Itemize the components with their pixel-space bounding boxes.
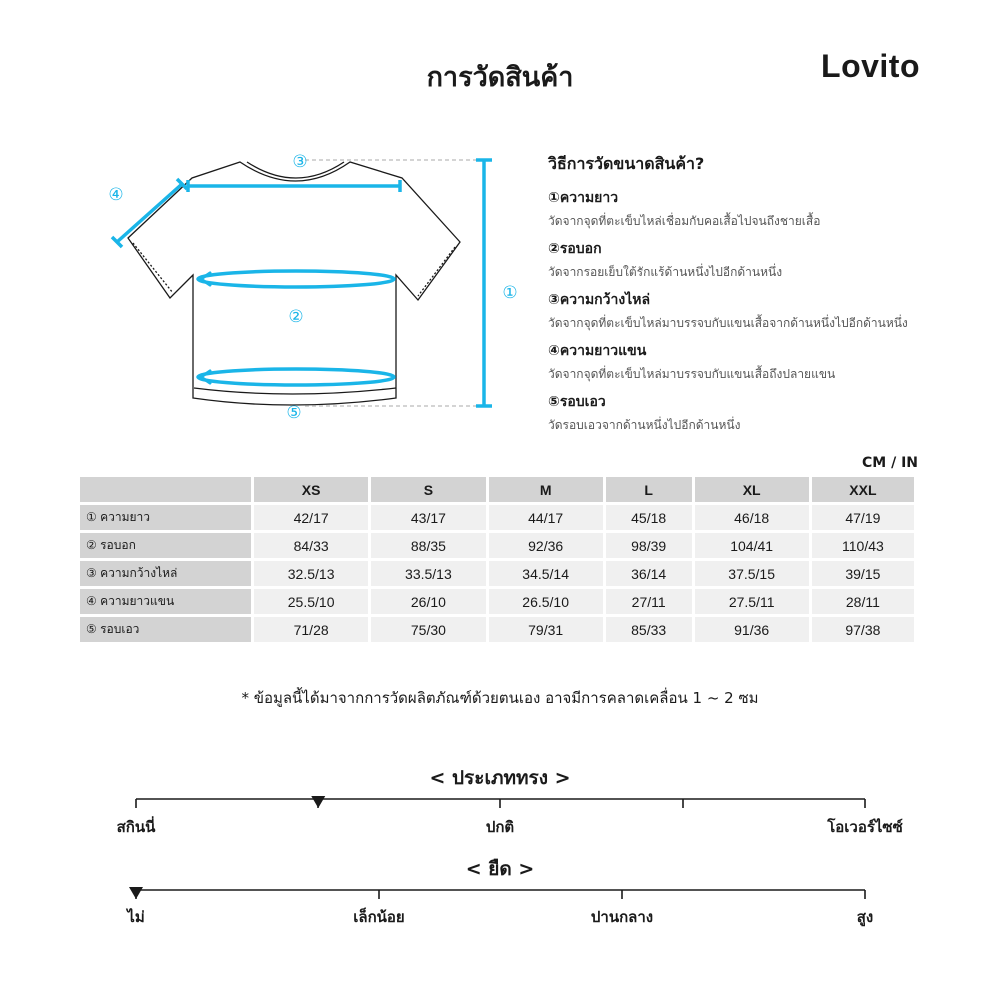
- table-cell: 97/38: [812, 617, 914, 642]
- fit-scale-marker: [311, 796, 325, 808]
- stretch-label-none: ไม่: [127, 908, 145, 926]
- fit-label-oversize: โอเวอร์ไซซ์: [827, 818, 903, 836]
- table-cell: 75/30: [371, 617, 485, 642]
- table-cell: 33.5/13: [371, 561, 485, 586]
- table-header-row: [80, 477, 914, 502]
- table-cell: 39/15: [812, 561, 914, 586]
- fit-scale-title: < ประเภททรง >: [429, 767, 571, 789]
- diagram-label-1: ①: [502, 283, 518, 303]
- table-row: [80, 505, 914, 530]
- fit-label-skinny: สกินนี่: [116, 818, 156, 836]
- diagram-label-4: ④: [108, 185, 124, 205]
- table-row: [80, 617, 914, 642]
- guide-item-desc: วัดจากจุดที่ตะเข็บไหล่มาบรรจบกับแขนเสื้อถึงปลายแขน: [548, 367, 836, 381]
- table-cell: 46/18: [695, 505, 809, 530]
- size-header: S: [371, 477, 485, 502]
- size-header: L: [606, 477, 692, 502]
- diagram-label-3: ③: [292, 152, 308, 172]
- table-row: [80, 561, 914, 586]
- table-cell: 28/11: [812, 589, 914, 614]
- guide-item-desc: วัดรอบเอวจากด้านหนึ่งไปอีกด้านหนึ่ง: [548, 418, 741, 432]
- stretch-scale-title: < ยืด >: [465, 858, 535, 880]
- row-label: ② รอบอก: [80, 533, 251, 558]
- shirt-measurement-diagram: [100, 150, 520, 430]
- size-chart-table: [77, 474, 917, 645]
- table-cell: 110/43: [812, 533, 914, 558]
- guide-title: วิธีการวัดขนาดสินค้า?: [548, 154, 705, 173]
- guide-item-title: ③ความกว้างไหล่: [548, 292, 651, 308]
- table-cell: 84/33: [254, 533, 368, 558]
- measuring-guide: [548, 152, 968, 442]
- guide-item-desc: วัดจากจุดที่ตะเข็บไหล่มาบรรจบกับแขนเสื้อจากด้านหนึ่งไปอีกด้านหนึ่ง: [548, 316, 908, 330]
- row-label: ⑤ รอบเอว: [80, 617, 251, 642]
- guide-item-desc: วัดจากรอยเย็บใต้รักแร้ด้านหนึ่งไปอีกด้านหนึ่ง: [548, 265, 783, 279]
- table-cell: 44/17: [489, 505, 603, 530]
- shirt-hem-line: [194, 388, 396, 394]
- table-row: [80, 533, 914, 558]
- row-label: ① ความยาว: [80, 505, 251, 530]
- chest-measure-ellipse: [198, 271, 394, 287]
- size-header: XS: [254, 477, 368, 502]
- stretch-scale-marker: [129, 887, 143, 899]
- page-title: การวัดสินค้า: [426, 62, 574, 93]
- right-cuff: [418, 247, 455, 296]
- table-row: [80, 589, 914, 614]
- table-cell: 104/41: [695, 533, 809, 558]
- table-cell: 47/19: [812, 505, 914, 530]
- table-cell: 71/28: [254, 617, 368, 642]
- table-cell: 43/17: [371, 505, 485, 530]
- table-corner-cell: [80, 477, 251, 502]
- table-cell: 26/10: [371, 589, 485, 614]
- table-cell: 92/36: [489, 533, 603, 558]
- guide-item-title: ⑤รอบเอว: [548, 394, 606, 410]
- size-header: XL: [695, 477, 809, 502]
- table-cell: 25.5/10: [254, 589, 368, 614]
- row-label: ③ ความกว้างไหล่: [80, 561, 251, 586]
- guide-item-title: ④ความยาวแขน: [548, 343, 647, 359]
- row-label: ④ ความยาวแขน: [80, 589, 251, 614]
- table-cell: 37.5/15: [695, 561, 809, 586]
- left-cuff: [133, 243, 173, 293]
- unit-label: CM / IN: [862, 455, 918, 471]
- table-cell: 79/31: [489, 617, 603, 642]
- table-cell: 45/18: [606, 505, 692, 530]
- table-cell: 36/14: [606, 561, 692, 586]
- stretch-label-high: สูง: [856, 908, 874, 926]
- brand-logo: Lovito: [821, 48, 920, 84]
- diagram-label-5: ⑤: [286, 403, 302, 423]
- waist-measure-ellipse: [198, 369, 394, 385]
- guide-item-desc: วัดจากจุดที่ตะเข็บไหล่เชื่อมกับคอเสื้อไปจนถึงชายเสื้อ: [548, 214, 821, 228]
- table-cell: 27/11: [606, 589, 692, 614]
- table-cell: 98/39: [606, 533, 692, 558]
- table-cell: 34.5/14: [489, 561, 603, 586]
- table-cell: 27.5/11: [695, 589, 809, 614]
- guide-item-title: ②รอบอก: [548, 241, 602, 257]
- guide-item-title: ①ความยาว: [548, 190, 619, 206]
- table-cell: 88/35: [371, 533, 485, 558]
- diagram-label-2: ②: [288, 307, 304, 327]
- size-header: XXL: [812, 477, 914, 502]
- size-header: M: [489, 477, 603, 502]
- sleeve-measure-line: [117, 184, 182, 242]
- table-cell: 26.5/10: [489, 589, 603, 614]
- table-cell: 85/33: [606, 617, 692, 642]
- table-cell: 32.5/13: [254, 561, 368, 586]
- fit-label-regular: ปกติ: [485, 818, 515, 836]
- table-cell: 91/36: [695, 617, 809, 642]
- table-cell: 42/17: [254, 505, 368, 530]
- measurement-note: * ข้อมูลนี้ได้มาจากการวัดผลิตภัณฑ์ด้วยตนเอง อาจมีการคลาดเคลื่อน 1 ~ 2 ซม: [241, 689, 759, 707]
- stretch-label-medium: ปานกลาง: [590, 908, 654, 926]
- stretch-label-slight: เล็กน้อย: [353, 908, 405, 926]
